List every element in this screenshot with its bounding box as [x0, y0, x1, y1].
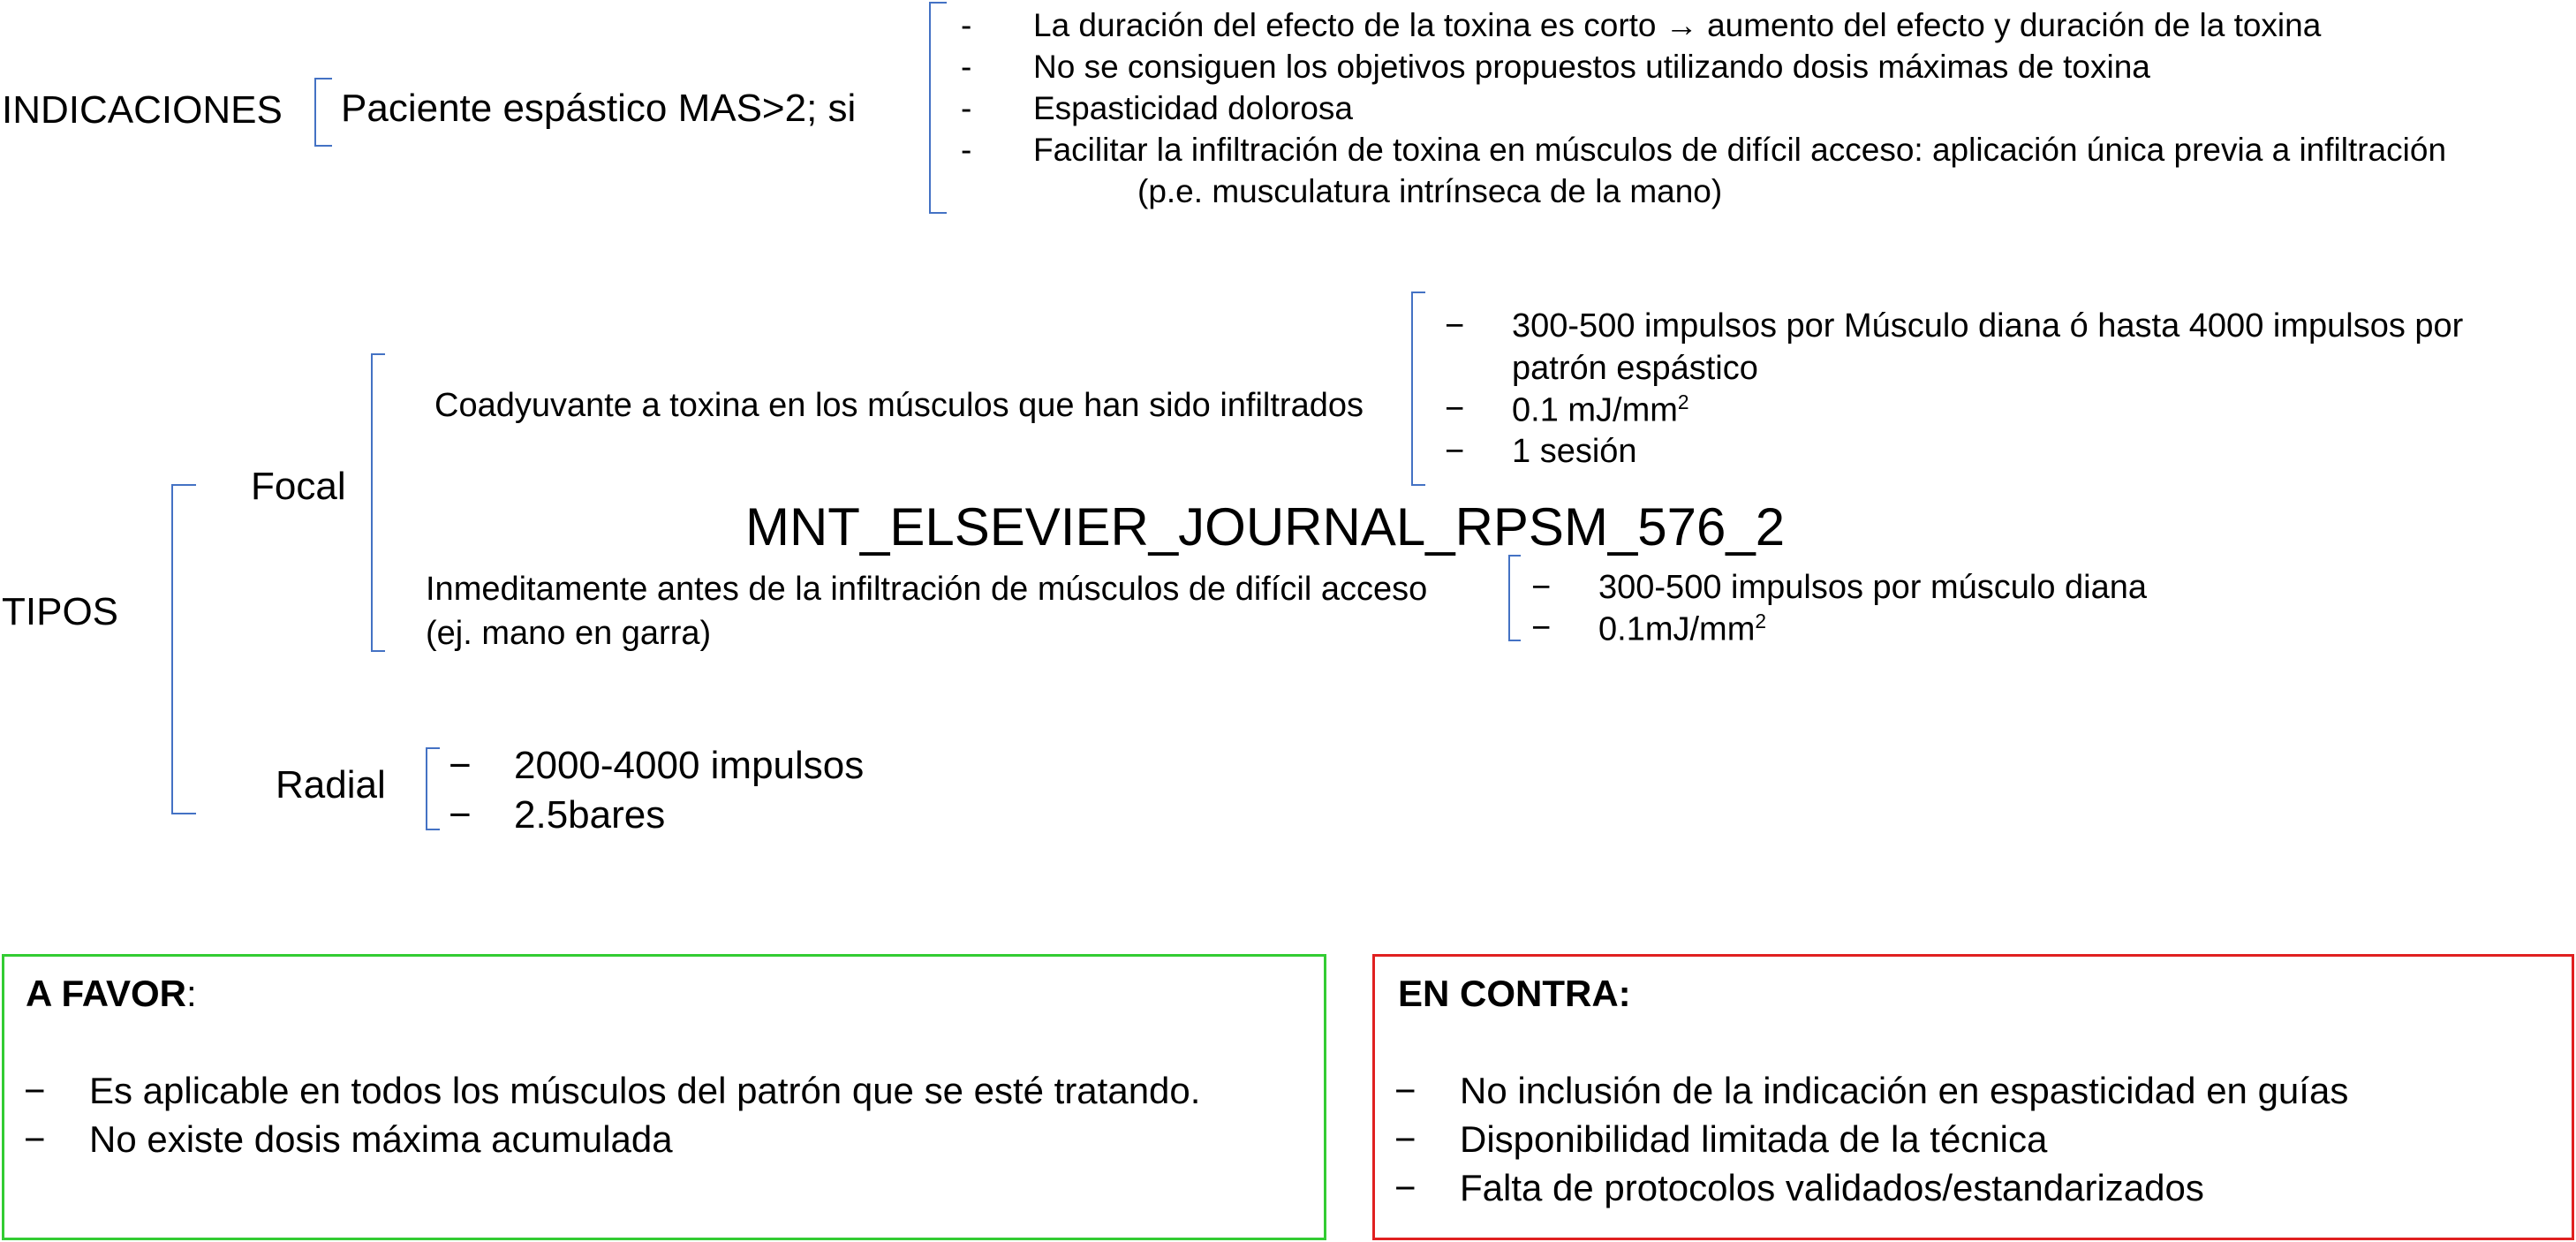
focal-case2-bracket [1508, 555, 1521, 641]
radial-label: Radial [276, 763, 386, 807]
focal-case1-bracket [1411, 292, 1425, 486]
focal-case2-bullet-1: 300-500 impulsos por músculo diana [1598, 569, 2148, 606]
indicaciones-label: INDICACIONES [2, 88, 283, 132]
focal-bracket [371, 353, 385, 652]
en-contra-box [1372, 954, 2574, 1240]
focal-case2-bullet-2: $0.1mJ/mm^2$ [1598, 610, 1767, 648]
minus: − [1531, 610, 1552, 647]
a-favor-title: A FAVOR: [26, 973, 197, 1014]
minus: − [449, 793, 472, 837]
focal-label: Focal [251, 465, 346, 508]
tipos-bracket [171, 484, 196, 814]
indicaciones-bullet-4-continuation: (p.e. musculatura intrínseca de la mano) [1137, 173, 1723, 209]
a-favor-box [2, 954, 1326, 1240]
en-contra-item-3: − Falta de protocolos validados/estandarizados [1394, 1167, 2204, 1208]
watermark-id: MNT_ELSEVIER_JOURNAL_RPSM_576_2 [745, 497, 1786, 557]
dash: - [961, 49, 972, 85]
indicaciones-bullet-2: No se consiguen los objetivos propuestos utilizando dosis máximas de toxina [1033, 49, 2150, 85]
minus: − [1445, 433, 1465, 470]
dash: - [961, 132, 972, 168]
radial-bracket [426, 747, 440, 830]
focal-case1-text: Coadyuvante a toxina en los músculos que han sido infiltrados [434, 387, 1364, 424]
minus: − [1445, 390, 1465, 428]
focal-case2-line-1: Inmeditamente antes de la infiltración de músculos de difícil acceso [426, 571, 1428, 608]
radial-bullet-2: 2.5bares [514, 793, 666, 837]
indicaciones-bullets-bracket [929, 2, 947, 214]
focal-case1-bullet-3: 1 sesión [1512, 433, 1637, 470]
indicaciones-bullet-1: La duración del efecto de la toxina es corto → aumento del efecto y duración de la toxina [1033, 7, 2322, 43]
focal-case1-bullet-1: 300-500 impulsos por Músculo diana ó hasta 4000 impulsos por [1512, 307, 2464, 345]
indicaciones-bullet-4: Facilitar la infiltración de toxina en músculos de difícil acceso: aplicación única previa a infiltración [1033, 132, 2447, 168]
focal-case1-bullet-1-continuation: patrón espástico [1512, 350, 1758, 387]
tipos-label: TIPOS [2, 590, 119, 633]
a-favor-item-1: − Es aplicable en todos los músculos del patrón que se esté tratando. [24, 1070, 1201, 1111]
focal-case2-line-2: (ej. mano en garra) [426, 615, 712, 652]
indicaciones-condition: Paciente espástico MAS>2; si [341, 87, 857, 130]
en-contra-item-2: − Disponibilidad limitada de la técnica [1394, 1118, 2048, 1160]
minus: − [1445, 307, 1465, 345]
radial-bullet-1: 2000-4000 impulsos [514, 744, 865, 787]
en-contra-title: EN CONTRA: [1398, 973, 1631, 1014]
indicaciones-bullet-3: Espasticidad dolorosa [1033, 90, 1353, 126]
dash: - [961, 90, 972, 126]
minus: − [1531, 569, 1552, 606]
dash: - [961, 7, 972, 43]
minus: − [449, 744, 472, 787]
focal-case1-bullet-2: 0.1 $mJ/mm^2$ [1512, 390, 1689, 429]
superscript: 2 [1755, 610, 1767, 632]
a-favor-item-2: − No existe dosis máxima acumulada [24, 1118, 673, 1160]
indicaciones-bracket [314, 78, 332, 147]
superscript: 2 [1677, 390, 1689, 413]
en-contra-item-1: − No inclusión de la indicación en espasticidad en guías [1394, 1070, 2349, 1111]
